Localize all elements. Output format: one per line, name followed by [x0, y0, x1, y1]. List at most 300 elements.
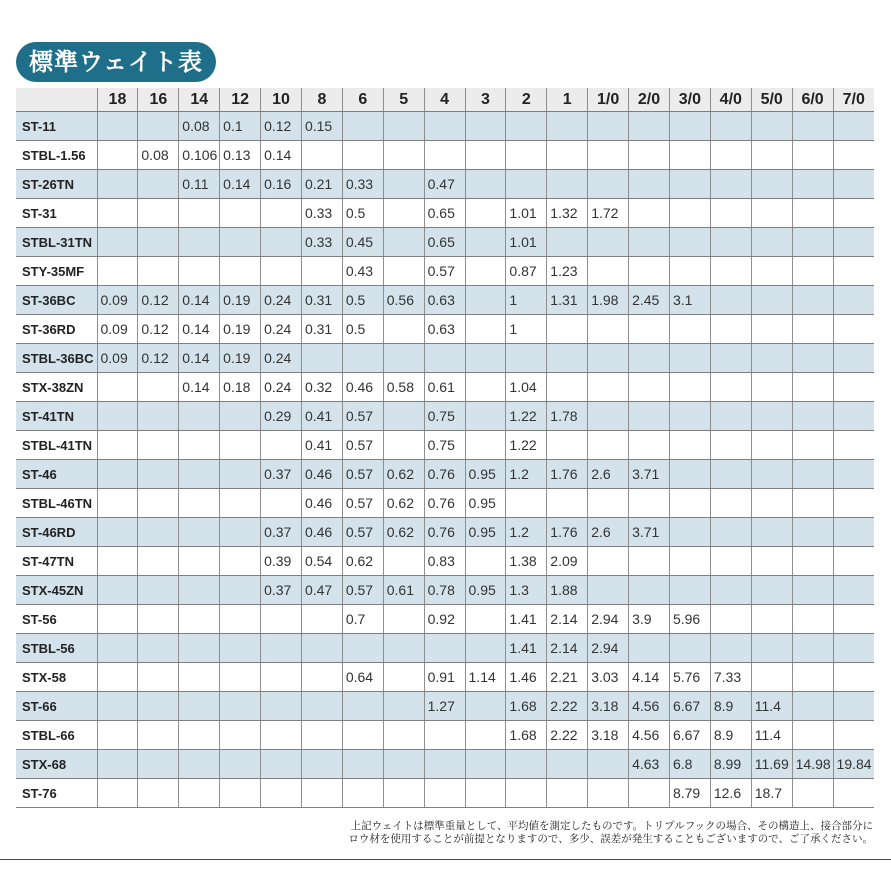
- weight-cell: [383, 315, 424, 344]
- weight-cell: [465, 373, 506, 402]
- weight-cell: [179, 576, 220, 605]
- weight-cell: 0.41: [301, 402, 342, 431]
- weight-cell: [465, 112, 506, 141]
- weight-cell: [97, 721, 138, 750]
- weight-cell: [138, 402, 179, 431]
- weight-cell: [547, 431, 588, 460]
- weight-cell: [629, 315, 670, 344]
- weight-cell: [792, 286, 833, 315]
- weight-cell: [301, 141, 342, 170]
- weight-cell: [833, 576, 874, 605]
- weight-cell: [261, 692, 302, 721]
- weight-cell: [588, 228, 629, 257]
- weight-cell: [669, 547, 710, 576]
- weight-cell: 0.95: [465, 576, 506, 605]
- table-row: [16, 663, 874, 692]
- weight-cell: [506, 344, 547, 373]
- weight-cell: [261, 750, 302, 779]
- row-model-label: ST-41TN: [16, 402, 97, 431]
- weight-cell: [97, 460, 138, 489]
- row-model-label: ST-56: [16, 605, 97, 634]
- weight-cell: 0.13: [220, 141, 261, 170]
- weight-cell: 1.23: [547, 257, 588, 286]
- weight-cell: [383, 402, 424, 431]
- weight-cell: 3.18: [588, 692, 629, 721]
- weight-cell: 2.09: [547, 547, 588, 576]
- table-row: [16, 634, 874, 663]
- weight-cell: 0.24: [261, 315, 302, 344]
- weight-cell: [424, 634, 465, 663]
- weight-cell: [588, 112, 629, 141]
- weight-cell: 3.71: [629, 460, 670, 489]
- weight-cell: [833, 344, 874, 373]
- weight-cell: 8.79: [669, 779, 710, 808]
- weight-cell: [588, 750, 629, 779]
- weight-cell: 0.57: [342, 460, 383, 489]
- weight-cell: [220, 750, 261, 779]
- weight-cell: 0.5: [342, 286, 383, 315]
- column-header: 6/0: [792, 88, 833, 112]
- weight-cell: [138, 518, 179, 547]
- weight-cell: [792, 663, 833, 692]
- weight-cell: 2.94: [588, 605, 629, 634]
- weight-cell: [710, 518, 751, 547]
- weight-cell: [179, 431, 220, 460]
- row-model-label: STX-38ZN: [16, 373, 97, 402]
- weight-cell: 0.76: [424, 518, 465, 547]
- column-header: 2/0: [629, 88, 670, 112]
- weight-cell: [261, 605, 302, 634]
- weight-cell: 3.18: [588, 721, 629, 750]
- row-model-label: ST-46RD: [16, 518, 97, 547]
- weight-cell: [383, 605, 424, 634]
- weight-cell: 0.62: [383, 518, 424, 547]
- weight-cell: [751, 315, 792, 344]
- weight-cell: 11.69: [751, 750, 792, 779]
- weight-cell: [792, 489, 833, 518]
- weight-cell: 0.63: [424, 286, 465, 315]
- weight-cell: [629, 228, 670, 257]
- column-header: 14: [179, 88, 220, 112]
- weight-cell: [220, 489, 261, 518]
- weight-cell: [710, 460, 751, 489]
- table-row: [16, 315, 874, 344]
- weight-cell: [220, 721, 261, 750]
- weight-cell: [383, 634, 424, 663]
- weight-cell: [138, 257, 179, 286]
- weight-cell: 3.1: [669, 286, 710, 315]
- weight-cell: 0.09: [97, 344, 138, 373]
- weight-cell: 0.58: [383, 373, 424, 402]
- weight-cell: [751, 199, 792, 228]
- weight-cell: 0.63: [424, 315, 465, 344]
- weight-cell: 0.78: [424, 576, 465, 605]
- weight-cell: [833, 634, 874, 663]
- weight-cell: 0.5: [342, 315, 383, 344]
- weight-cell: [383, 257, 424, 286]
- weight-cell: [669, 431, 710, 460]
- weight-cell: 6.67: [669, 721, 710, 750]
- table-row: [16, 228, 874, 257]
- weight-cell: [383, 112, 424, 141]
- weight-cell: [629, 634, 670, 663]
- divider: [0, 859, 891, 860]
- weight-cell: [792, 692, 833, 721]
- weight-cell: [833, 315, 874, 344]
- weight-cell: [342, 721, 383, 750]
- weight-cell: [465, 431, 506, 460]
- weight-cell: 0.33: [301, 228, 342, 257]
- weight-cell: 6.8: [669, 750, 710, 779]
- table-row: [16, 402, 874, 431]
- weight-cell: 0.24: [261, 286, 302, 315]
- column-header: 12: [220, 88, 261, 112]
- table-row: [16, 779, 874, 808]
- weight-cell: 1.2: [506, 518, 547, 547]
- weight-cell: [710, 228, 751, 257]
- weight-cell: [301, 721, 342, 750]
- weight-cell: [138, 460, 179, 489]
- weight-cell: 0.47: [301, 576, 342, 605]
- weight-cell: [629, 402, 670, 431]
- row-model-label: STBL-1.56: [16, 141, 97, 170]
- weight-cell: 0.15: [301, 112, 342, 141]
- weight-cell: [179, 605, 220, 634]
- weight-cell: [629, 779, 670, 808]
- weight-cell: 1.88: [547, 576, 588, 605]
- weight-cell: [220, 257, 261, 286]
- weight-cell: 0.56: [383, 286, 424, 315]
- weight-cell: [751, 576, 792, 605]
- weight-cell: [97, 750, 138, 779]
- weight-cell: 11.4: [751, 721, 792, 750]
- column-header: 5/0: [751, 88, 792, 112]
- table-row: [16, 112, 874, 141]
- weight-cell: [138, 576, 179, 605]
- weight-cell: [342, 750, 383, 779]
- weight-cell: [833, 518, 874, 547]
- weight-cell: 0.14: [179, 373, 220, 402]
- weight-cell: [669, 257, 710, 286]
- weight-cell: [669, 460, 710, 489]
- weight-cell: [629, 199, 670, 228]
- weight-cell: [465, 634, 506, 663]
- weight-cell: 0.12: [261, 112, 302, 141]
- weight-cell: [179, 199, 220, 228]
- weight-cell: 0.1: [220, 112, 261, 141]
- weight-cell: [506, 750, 547, 779]
- weight-cell: [424, 779, 465, 808]
- weight-cell: 0.33: [301, 199, 342, 228]
- weight-cell: [220, 460, 261, 489]
- weight-cell: 0.08: [179, 112, 220, 141]
- weight-cell: [301, 750, 342, 779]
- weight-cell: [301, 779, 342, 808]
- weight-cell: 0.39: [261, 547, 302, 576]
- weight-cell: [383, 170, 424, 199]
- weight-cell: [342, 112, 383, 141]
- weight-cell: [301, 605, 342, 634]
- row-model-label: STBL-66: [16, 721, 97, 750]
- weight-cell: 2.22: [547, 692, 588, 721]
- weight-cell: [792, 605, 833, 634]
- weight-cell: 2.14: [547, 605, 588, 634]
- weight-cell: [138, 634, 179, 663]
- weight-cell: [465, 286, 506, 315]
- weight-cell: 1.46: [506, 663, 547, 692]
- weight-cell: [138, 228, 179, 257]
- column-header: 4: [424, 88, 465, 112]
- weight-cell: [383, 721, 424, 750]
- weight-cell: [220, 779, 261, 808]
- weight-cell: 1.41: [506, 634, 547, 663]
- weight-cell: [424, 721, 465, 750]
- weight-cell: [220, 518, 261, 547]
- weight-cell: 0.61: [383, 576, 424, 605]
- weight-cell: 6.67: [669, 692, 710, 721]
- weight-cell: [629, 576, 670, 605]
- weight-cell: 0.106: [179, 141, 220, 170]
- weight-cell: [465, 721, 506, 750]
- weight-cell: [751, 547, 792, 576]
- weight-cell: 0.76: [424, 489, 465, 518]
- weight-cell: [179, 547, 220, 576]
- weight-cell: 0.41: [301, 431, 342, 460]
- weight-cell: [629, 431, 670, 460]
- weight-cell: 1.04: [506, 373, 547, 402]
- weight-cell: [629, 344, 670, 373]
- row-model-label: ST-36BC: [16, 286, 97, 315]
- weight-cell: [97, 228, 138, 257]
- page-title: 標準ウェイト表: [16, 42, 216, 82]
- weight-cell: 0.14: [220, 170, 261, 199]
- weight-cell: [751, 663, 792, 692]
- weight-cell: [261, 489, 302, 518]
- weight-cell: [138, 750, 179, 779]
- weight-cell: [179, 634, 220, 663]
- weight-cell: [138, 170, 179, 199]
- weight-cell: 1.3: [506, 576, 547, 605]
- weight-cell: [138, 199, 179, 228]
- weight-cell: 0.24: [261, 344, 302, 373]
- column-header: 7/0: [833, 88, 874, 112]
- weight-cell: 8.9: [710, 721, 751, 750]
- weight-cell: [383, 141, 424, 170]
- weight-cell: [383, 547, 424, 576]
- footnote: [348, 820, 873, 846]
- weight-cell: [833, 373, 874, 402]
- weight-cell: 2.45: [629, 286, 670, 315]
- weight-cell: [261, 257, 302, 286]
- weight-cell: [629, 373, 670, 402]
- weight-cell: [792, 721, 833, 750]
- weight-cell: 14.98: [792, 750, 833, 779]
- weight-cell: [710, 170, 751, 199]
- weight-cell: 0.19: [220, 286, 261, 315]
- weight-cell: 1.14: [465, 663, 506, 692]
- weight-cell: [261, 779, 302, 808]
- weight-cell: 0.14: [261, 141, 302, 170]
- column-header: 16: [138, 88, 179, 112]
- weight-cell: [751, 489, 792, 518]
- weight-cell: [465, 257, 506, 286]
- weight-cell: [220, 605, 261, 634]
- weight-cell: [669, 228, 710, 257]
- weight-cell: [383, 344, 424, 373]
- weight-cell: [342, 634, 383, 663]
- weight-cell: [792, 257, 833, 286]
- weight-cell: 12.6: [710, 779, 751, 808]
- weight-cell: [710, 431, 751, 460]
- weight-cell: [342, 692, 383, 721]
- table-row: [16, 199, 874, 228]
- weight-cell: 2.22: [547, 721, 588, 750]
- weight-cell: 0.37: [261, 460, 302, 489]
- weight-cell: [792, 373, 833, 402]
- column-header: 2: [506, 88, 547, 112]
- weight-cell: [710, 605, 751, 634]
- weight-cell: [506, 489, 547, 518]
- weight-cell: [588, 576, 629, 605]
- weight-cell: [261, 199, 302, 228]
- weight-cell: 5.76: [669, 663, 710, 692]
- row-model-label: STX-58: [16, 663, 97, 692]
- weight-cell: 0.46: [301, 518, 342, 547]
- column-header: 4/0: [710, 88, 751, 112]
- weight-cell: [342, 779, 383, 808]
- weight-cell: [751, 286, 792, 315]
- weight-cell: 0.08: [138, 141, 179, 170]
- weight-cell: [138, 112, 179, 141]
- weight-cell: [138, 489, 179, 518]
- weight-cell: 0.14: [179, 286, 220, 315]
- weight-cell: [506, 170, 547, 199]
- weight-cell: [833, 431, 874, 460]
- weight-cell: 0.95: [465, 489, 506, 518]
- weight-cell: [261, 634, 302, 663]
- weight-cell: 0.57: [342, 576, 383, 605]
- weight-cell: [710, 576, 751, 605]
- weight-cell: [833, 663, 874, 692]
- column-header: 6: [342, 88, 383, 112]
- weight-cell: [833, 692, 874, 721]
- row-model-label: ST-31: [16, 199, 97, 228]
- row-model-label: STX-45ZN: [16, 576, 97, 605]
- weight-cell: [710, 257, 751, 286]
- weight-cell: 0.16: [261, 170, 302, 199]
- weight-cell: [383, 228, 424, 257]
- weight-cell: [588, 431, 629, 460]
- column-header: 18: [97, 88, 138, 112]
- weight-cell: [751, 228, 792, 257]
- weight-cell: [465, 402, 506, 431]
- weight-cell: [629, 489, 670, 518]
- weight-cell: [669, 199, 710, 228]
- weight-cell: [588, 170, 629, 199]
- weight-cell: [465, 547, 506, 576]
- weight-cell: [710, 547, 751, 576]
- footnote-line-1: 上記ウェイトは標準重量として、平均値を測定したものです。トリプルフックの場合、その構造上、接合部分に: [350, 820, 873, 832]
- weight-cell: [751, 402, 792, 431]
- weight-cell: [669, 344, 710, 373]
- weight-cell: [669, 576, 710, 605]
- weight-cell: 0.19: [220, 344, 261, 373]
- weight-cell: 1: [506, 286, 547, 315]
- weight-cell: [751, 431, 792, 460]
- weight-cell: 4.63: [629, 750, 670, 779]
- weight-cell: 0.09: [97, 315, 138, 344]
- weight-cell: 2.94: [588, 634, 629, 663]
- weight-cell: [710, 373, 751, 402]
- weight-cell: [138, 605, 179, 634]
- weight-cell: [833, 721, 874, 750]
- weight-cell: [547, 373, 588, 402]
- weight-cell: 0.57: [342, 518, 383, 547]
- weight-cell: 0.32: [301, 373, 342, 402]
- weight-cell: [669, 489, 710, 518]
- weight-cell: 0.83: [424, 547, 465, 576]
- column-header: 3/0: [669, 88, 710, 112]
- weight-cell: [833, 257, 874, 286]
- weight-cell: [833, 402, 874, 431]
- table-row: [16, 721, 874, 750]
- weight-cell: [138, 431, 179, 460]
- weight-cell: [669, 518, 710, 547]
- weight-cell: [97, 170, 138, 199]
- weight-cell: 0.29: [261, 402, 302, 431]
- weight-cell: [301, 663, 342, 692]
- weight-cell: [751, 634, 792, 663]
- weight-cell: 0.09: [97, 286, 138, 315]
- table-row: [16, 286, 874, 315]
- weight-cell: [179, 402, 220, 431]
- weight-cell: [97, 489, 138, 518]
- weight-cell: [138, 663, 179, 692]
- weight-cell: [383, 663, 424, 692]
- weight-cell: [669, 141, 710, 170]
- header-corner: [16, 88, 97, 112]
- weight-cell: [629, 257, 670, 286]
- weight-cell: 5.96: [669, 605, 710, 634]
- weight-cell: 0.62: [383, 489, 424, 518]
- weight-cell: 0.7: [342, 605, 383, 634]
- weight-cell: 11.4: [751, 692, 792, 721]
- weight-cell: [833, 228, 874, 257]
- weight-cell: [138, 721, 179, 750]
- weight-cell: [792, 518, 833, 547]
- column-header: 8: [301, 88, 342, 112]
- weight-cell: [465, 692, 506, 721]
- weight-cell: 1.27: [424, 692, 465, 721]
- weight-cell: [97, 431, 138, 460]
- weight-cell: [547, 170, 588, 199]
- weight-cell: 1.76: [547, 460, 588, 489]
- weight-cell: [465, 605, 506, 634]
- weight-cell: [792, 576, 833, 605]
- weight-cell: 0.65: [424, 228, 465, 257]
- weight-cell: [97, 634, 138, 663]
- table-row: [16, 518, 874, 547]
- weight-cell: [792, 141, 833, 170]
- weight-cell: 0.65: [424, 199, 465, 228]
- weight-cell: 0.92: [424, 605, 465, 634]
- weight-cell: [751, 518, 792, 547]
- weight-cell: [97, 547, 138, 576]
- weight-cell: [261, 663, 302, 692]
- weight-cell: [138, 373, 179, 402]
- weight-cell: [383, 692, 424, 721]
- weight-cell: [465, 750, 506, 779]
